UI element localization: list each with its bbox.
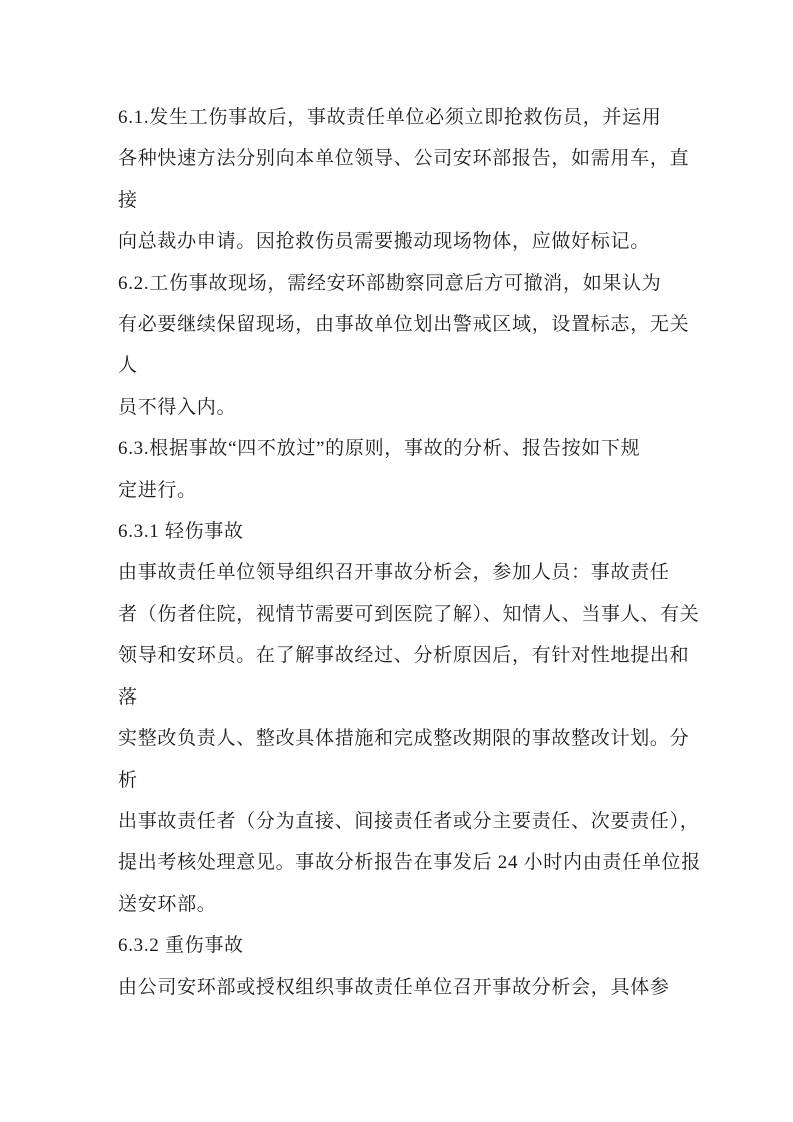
text-line: 送安环部。: [118, 893, 217, 915]
text-line: 各种快速方法分别向本单位领导、公司安环部报告，如需用车，直: [118, 148, 690, 170]
text-line: 出事故责任者（分为直接、间接责任者或分主要责任、次要责任），: [118, 810, 700, 832]
text-line: 人: [118, 355, 138, 377]
text-line: 实整改负责人、整改具体措施和完成整改期限的事故整改计划。分: [118, 728, 690, 750]
text-line: 者（伤者住院，视情节需要可到医院了解）、知情人、当事人、有关: [118, 603, 700, 625]
text-line-section-6-3-2: 6.3.2 重伤事故: [118, 935, 244, 957]
text-line: 由事故责任单位领导组织召开事故分析会，参加人员：事故责任: [118, 562, 670, 584]
text-line: 有必要继续保留现场，由事故单位划出警戒区域，设置标志，无关: [118, 314, 690, 336]
text-line: 落: [118, 686, 138, 708]
text-line: 提出考核处理意见。事故分析报告在事发后 24 小时内由责任单位报: [118, 852, 701, 874]
document-text-block: [118, 97, 718, 1008]
text-line: 向总裁办申请。因抢救伤员需要搬动现场物体，应做好标记。: [118, 231, 650, 253]
text-line: 领导和安环员。在了解事故经过、分析原因后，有针对性地提出和: [118, 645, 690, 667]
text-line-section-6-3: 6.3.根据事故“四不放过”的原则，事故的分析、报告按如下规: [118, 438, 641, 460]
text-line-section-6-3-1: 6.3.1 轻伤事故: [118, 521, 244, 543]
text-line: 员不得入内。: [118, 396, 237, 418]
text-line: 析: [118, 769, 138, 791]
text-line-section-6-1: 6.1.发生工伤事故后，事故责任单位必须立即抢救伤员，并运用: [118, 107, 662, 128]
text-line: 由公司安环部或授权组织事故责任单位召开事故分析会，具体参: [118, 976, 670, 998]
text-line: 定进行。: [118, 479, 197, 501]
text-line: 接: [118, 189, 138, 211]
text-line-section-6-2: 6.2.工伤事故现场，需经安环部勘察同意后方可撤消，如果认为: [118, 272, 662, 294]
